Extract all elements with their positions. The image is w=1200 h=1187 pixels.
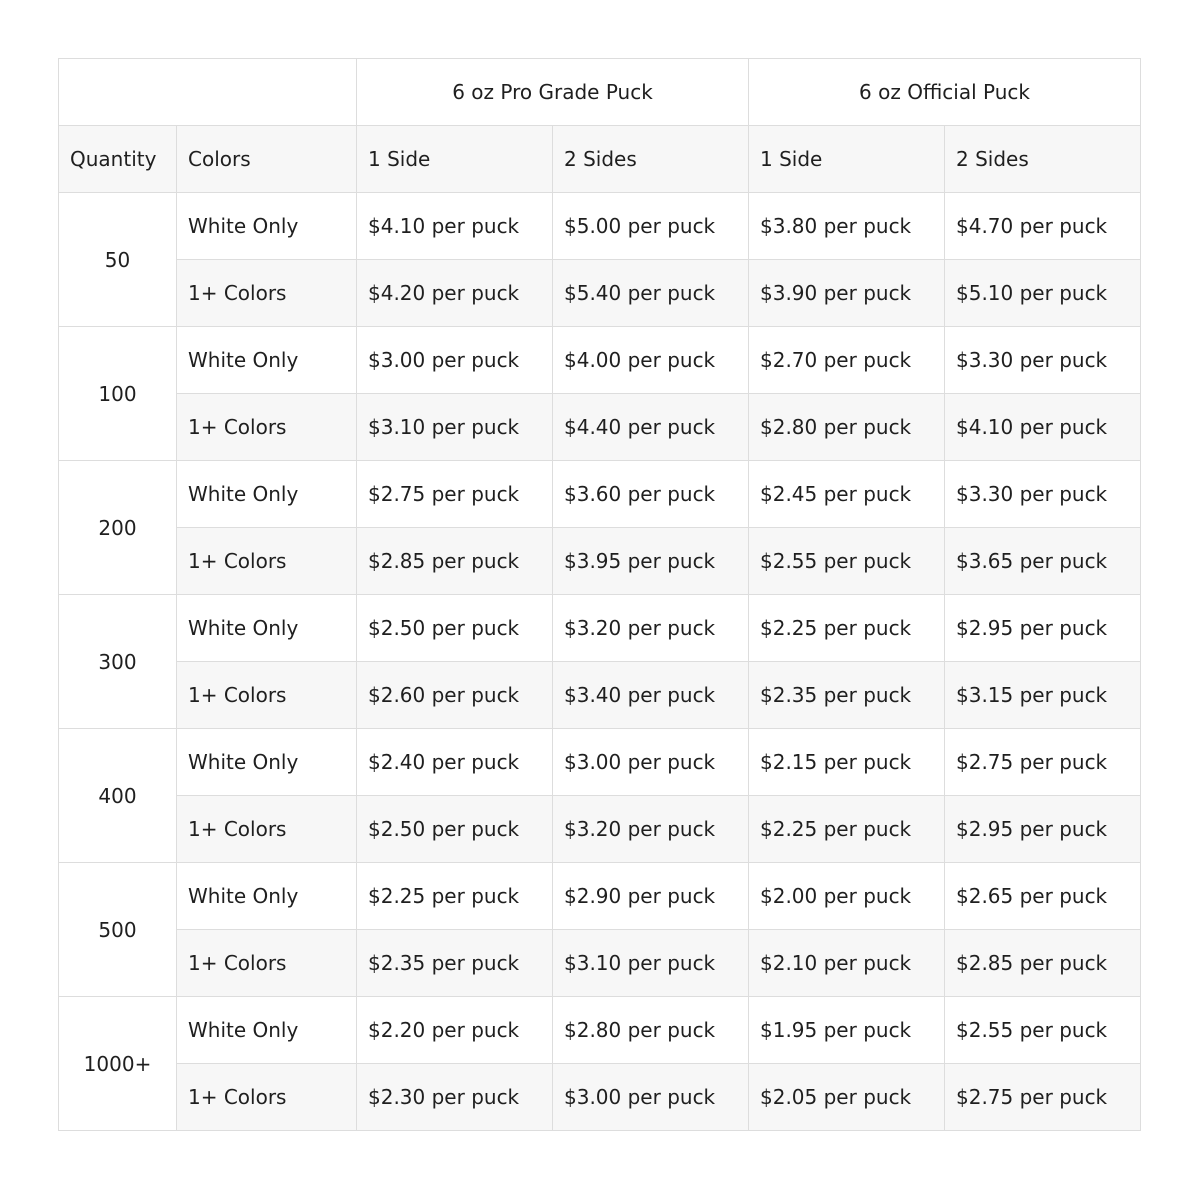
price-cell: $5.10 per puck xyxy=(945,260,1141,327)
table-row xyxy=(59,796,1141,863)
colors-cell: 1+ Colors xyxy=(177,528,357,595)
quantity-cell: 200 xyxy=(59,461,177,595)
quantity-cell: 500 xyxy=(59,863,177,997)
price-cell: $2.95 per puck xyxy=(945,595,1141,662)
group-header-row xyxy=(59,59,1141,126)
table-row xyxy=(59,394,1141,461)
price-cell: $3.10 per puck xyxy=(553,930,749,997)
colors-cell: 1+ Colors xyxy=(177,662,357,729)
price-cell: $2.90 per puck xyxy=(553,863,749,930)
price-cell: $2.55 per puck xyxy=(749,528,945,595)
colors-cell: White Only xyxy=(177,863,357,930)
pro-two-sides-header: 2 Sides xyxy=(553,126,749,193)
price-cell: $2.35 per puck xyxy=(749,662,945,729)
price-cell: $2.10 per puck xyxy=(749,930,945,997)
price-cell: $2.05 per puck xyxy=(749,1064,945,1131)
official-one-side-header: 1 Side xyxy=(749,126,945,193)
quantity-cell: 1000+ xyxy=(59,997,177,1131)
price-cell: $3.00 per puck xyxy=(357,327,553,394)
price-cell: $2.25 per puck xyxy=(749,796,945,863)
quantity-cell: 300 xyxy=(59,595,177,729)
price-cell: $2.20 per puck xyxy=(357,997,553,1064)
column-header-row xyxy=(59,126,1141,193)
price-cell: $2.50 per puck xyxy=(357,595,553,662)
price-cell: $2.00 per puck xyxy=(749,863,945,930)
price-cell: $2.25 per puck xyxy=(749,595,945,662)
pricing-table xyxy=(58,58,1141,1131)
price-cell: $2.55 per puck xyxy=(945,997,1141,1064)
price-cell: $4.70 per puck xyxy=(945,193,1141,260)
table-row xyxy=(59,260,1141,327)
price-cell: $2.60 per puck xyxy=(357,662,553,729)
colors-cell: White Only xyxy=(177,193,357,260)
price-cell: $2.85 per puck xyxy=(357,528,553,595)
price-cell: $2.35 per puck xyxy=(357,930,553,997)
price-cell: $3.15 per puck xyxy=(945,662,1141,729)
table-row xyxy=(59,595,1141,662)
table-row xyxy=(59,1064,1141,1131)
table-row xyxy=(59,327,1141,394)
price-cell: $3.30 per puck xyxy=(945,461,1141,528)
colors-cell: 1+ Colors xyxy=(177,260,357,327)
colors-cell: White Only xyxy=(177,997,357,1064)
price-cell: $2.30 per puck xyxy=(357,1064,553,1131)
pricing-table-container xyxy=(58,58,1141,1131)
price-cell: $4.40 per puck xyxy=(553,394,749,461)
price-cell: $2.85 per puck xyxy=(945,930,1141,997)
price-cell: $4.10 per puck xyxy=(945,394,1141,461)
price-cell: $3.30 per puck xyxy=(945,327,1141,394)
price-cell: $2.25 per puck xyxy=(357,863,553,930)
colors-cell: White Only xyxy=(177,461,357,528)
colors-cell: 1+ Colors xyxy=(177,796,357,863)
quantity-cell: 400 xyxy=(59,729,177,863)
price-cell: $2.50 per puck xyxy=(357,796,553,863)
price-cell: $2.65 per puck xyxy=(945,863,1141,930)
price-cell: $2.70 per puck xyxy=(749,327,945,394)
colors-cell: White Only xyxy=(177,327,357,394)
table-row xyxy=(59,863,1141,930)
price-cell: $3.00 per puck xyxy=(553,1064,749,1131)
colors-cell: White Only xyxy=(177,595,357,662)
price-cell: $2.75 per puck xyxy=(945,1064,1141,1131)
price-cell: $2.75 per puck xyxy=(945,729,1141,796)
price-cell: $3.10 per puck xyxy=(357,394,553,461)
table-row xyxy=(59,528,1141,595)
price-cell: $2.45 per puck xyxy=(749,461,945,528)
price-cell: $3.60 per puck xyxy=(553,461,749,528)
price-cell: $3.80 per puck xyxy=(749,193,945,260)
table-row xyxy=(59,662,1141,729)
pro-one-side-header: 1 Side xyxy=(357,126,553,193)
price-cell: $2.95 per puck xyxy=(945,796,1141,863)
colors-cell: 1+ Colors xyxy=(177,930,357,997)
price-cell: $3.95 per puck xyxy=(553,528,749,595)
price-cell: $4.10 per puck xyxy=(357,193,553,260)
official-puck-header: 6 oz Official Puck xyxy=(749,59,1141,126)
price-cell: $3.40 per puck xyxy=(553,662,749,729)
pro-grade-puck-header: 6 oz Pro Grade Puck xyxy=(357,59,749,126)
table-row xyxy=(59,997,1141,1064)
price-cell: $3.90 per puck xyxy=(749,260,945,327)
colors-cell: 1+ Colors xyxy=(177,394,357,461)
colors-cell: 1+ Colors xyxy=(177,1064,357,1131)
table-row xyxy=(59,193,1141,260)
price-cell: $5.00 per puck xyxy=(553,193,749,260)
price-cell: $2.80 per puck xyxy=(553,997,749,1064)
table-row xyxy=(59,461,1141,528)
price-cell: $2.40 per puck xyxy=(357,729,553,796)
price-cell: $2.80 per puck xyxy=(749,394,945,461)
colors-header: Colors xyxy=(177,126,357,193)
pricing-table-body xyxy=(59,193,1141,1131)
quantity-cell: 100 xyxy=(59,327,177,461)
empty-header-cell xyxy=(59,59,357,126)
price-cell: $3.20 per puck xyxy=(553,595,749,662)
price-cell: $3.65 per puck xyxy=(945,528,1141,595)
price-cell: $5.40 per puck xyxy=(553,260,749,327)
table-row xyxy=(59,729,1141,796)
colors-cell: White Only xyxy=(177,729,357,796)
quantity-cell: 50 xyxy=(59,193,177,327)
price-cell: $2.75 per puck xyxy=(357,461,553,528)
price-cell: $4.20 per puck xyxy=(357,260,553,327)
price-cell: $2.15 per puck xyxy=(749,729,945,796)
price-cell: $3.20 per puck xyxy=(553,796,749,863)
quantity-header: Quantity xyxy=(59,126,177,193)
price-cell: $4.00 per puck xyxy=(553,327,749,394)
price-cell: $1.95 per puck xyxy=(749,997,945,1064)
official-two-sides-header: 2 Sides xyxy=(945,126,1141,193)
price-cell: $3.00 per puck xyxy=(553,729,749,796)
table-row xyxy=(59,930,1141,997)
